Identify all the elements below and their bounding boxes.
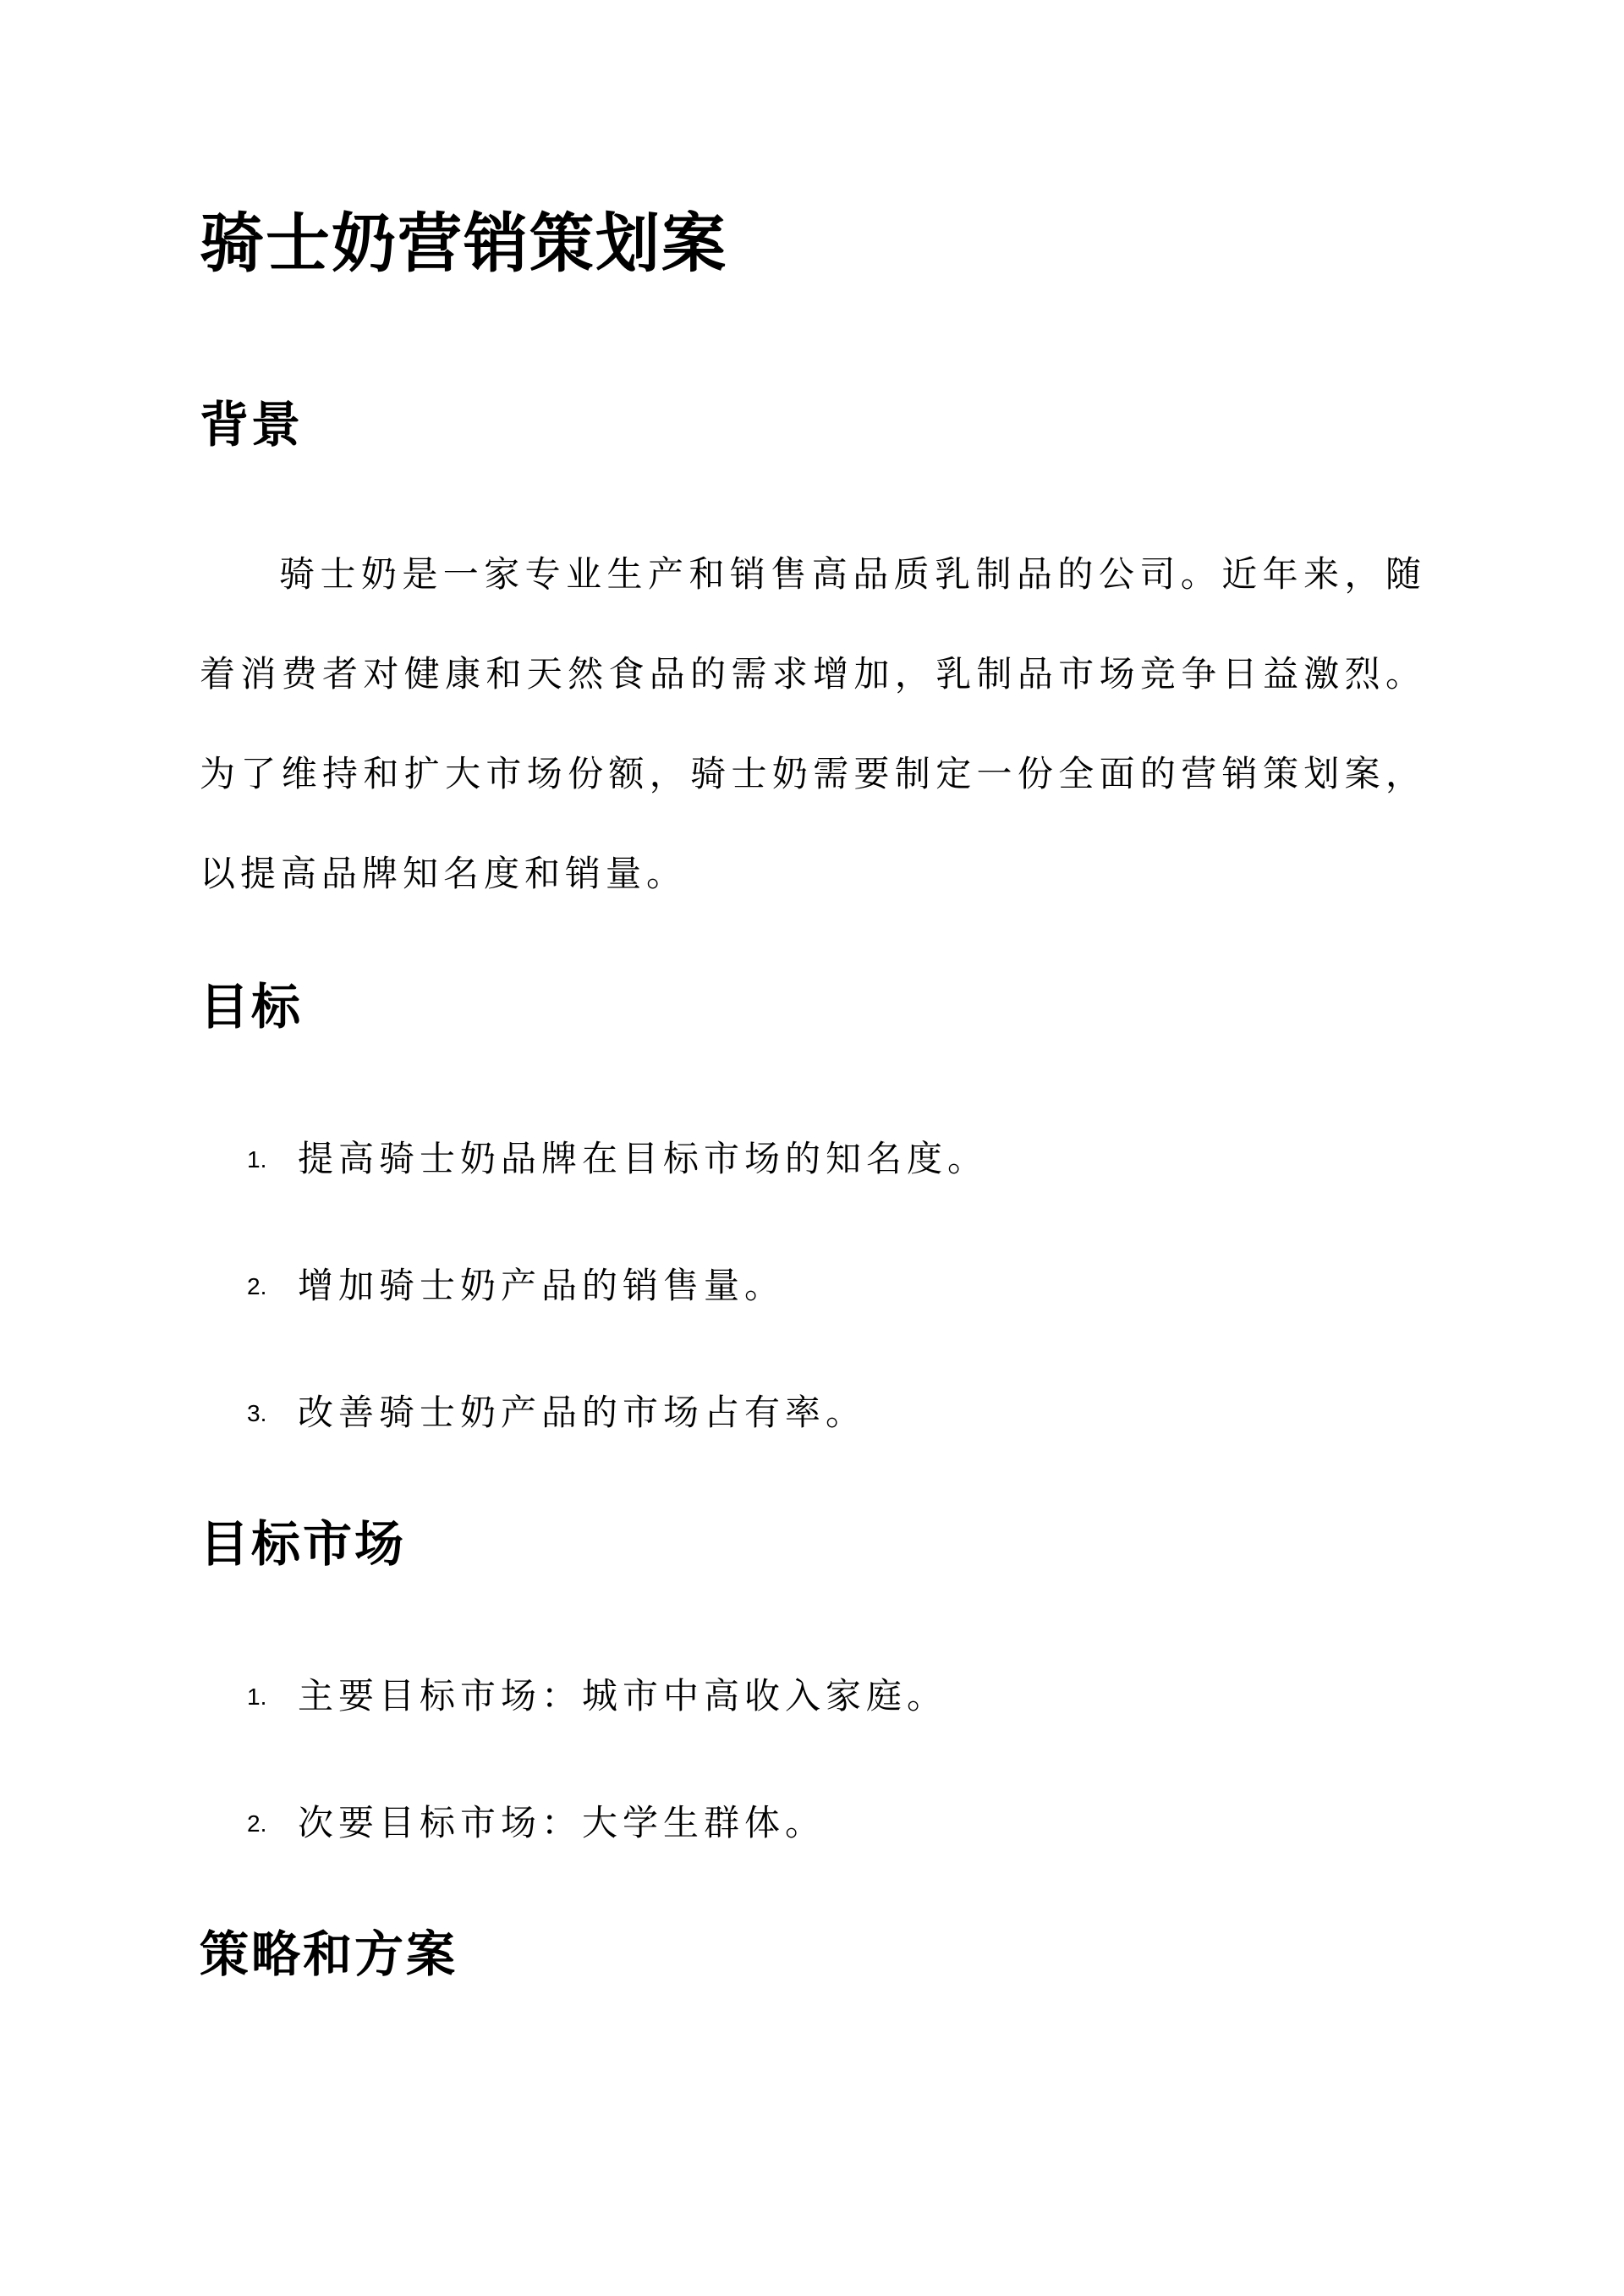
list-item (200, 1129, 1426, 1189)
list-number: 1. (247, 1684, 267, 1710)
section-heading-background: 背景 (200, 396, 304, 453)
list-item-text: 改善骑士奶产品的市场占有率。 (298, 1392, 867, 1433)
list-number: 2. (247, 1810, 267, 1837)
list-item (200, 1256, 1426, 1316)
list-number: 2. (247, 1273, 267, 1299)
section-heading-target-market: 目标市场 (200, 1515, 407, 1573)
list-item-text: 主要目标市场：城市中高收入家庭。 (298, 1675, 948, 1717)
section-heading-strategy: 策略和方案 (200, 1925, 458, 1983)
list-item (200, 1667, 1426, 1726)
list-number: 3. (247, 1400, 267, 1426)
document-title: 骑士奶营销策划案 (200, 206, 727, 281)
list-number: 1. (247, 1146, 267, 1173)
background-paragraph: 骑士奶是一家专业生产和销售高品质乳制品的公司。近年来，随着消费者对健康和天然食品的需求增加，乳制品市场竞争日益激烈。为了维持和扩大市场份额，骑士奶需要制定一份全面的营销策划案，以提高品牌知名度和销量。 (200, 553, 1426, 894)
list-item-text: 提高骑士奶品牌在目标市场的知名度。 (298, 1138, 989, 1179)
list-item (200, 1793, 1426, 1853)
list-item-text: 增加骑士奶产品的销售量。 (298, 1265, 786, 1306)
list-item-text: 次要目标市场：大学生群体。 (298, 1802, 826, 1843)
list-item (200, 1383, 1426, 1442)
section-heading-goals: 目标 (200, 978, 304, 1035)
